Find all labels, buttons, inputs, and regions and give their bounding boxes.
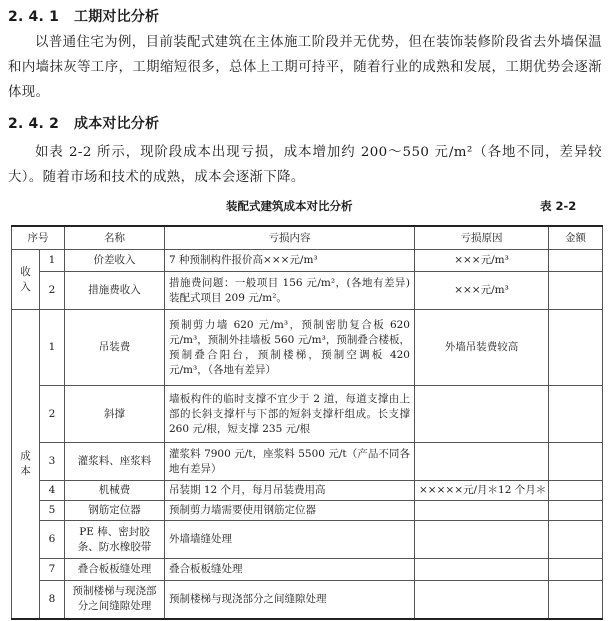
table-row [12,581,603,619]
row-content: 吊装期 12 个月，每月吊装费用高 [165,481,415,501]
section-title: 成本对比分析 [74,116,160,132]
row-amount [549,386,603,443]
section-paragraph-241: 以普通住宅为例，目前装配式建筑在主体施工阶段并无优势，但在装饰装修阶段省去外墙保温和内墙抹灰等工序，工期缩短很多，总体上工期可持平，随着行业的成熟和发展，工期优势会逐渐体现。 [8,35,602,100]
cost-comparison-table [11,225,603,620]
row-name: 灌浆料、座浆料 [65,443,165,481]
row-number: 1 [40,310,65,386]
table-row [12,501,603,521]
row-amount [549,481,603,501]
row-name: 斜撑 [65,386,165,443]
row-content: 预制剪力墙 620 元/m³，预制密肋复合板 620 元/m³，预制外挂墙板 560 元/m³，预制叠合楼板，预制叠合阳台，预制楼梯，预制空调板 420 元/m³，（各地有差异） [165,310,415,386]
row-reason [415,501,549,521]
row-number: 2 [40,272,65,310]
row-name: 机械费 [65,481,165,501]
table-caption-id: 表 2-2 [540,199,577,213]
header-cell: 亏损内容 [165,226,415,250]
table-row [12,559,603,581]
table-row [12,310,603,386]
row-name: 叠合板板缝处理 [65,559,165,581]
row-amount [549,559,603,581]
table-row [12,481,603,501]
row-content: 外墙墙缝处理 [165,521,415,559]
header-cell: 亏损原因 [415,226,549,250]
row-amount [549,272,603,310]
row-reason [415,386,549,443]
row-number: 4 [40,481,65,501]
row-reason [415,581,549,619]
row-reason [415,521,549,559]
row-name: 价差收入 [65,250,165,272]
row-name: 吊装费 [65,310,165,386]
row-number: 2 [40,386,65,443]
header-cell: 序号 [12,226,65,250]
table-row [12,443,603,481]
table-row [12,250,603,272]
table-header-row [12,226,603,250]
row-amount [549,581,603,619]
row-number: 8 [40,581,65,619]
header-cell: 名称 [65,226,165,250]
row-number: 3 [40,443,65,481]
row-reason: ×××××元/月＊12 个月＊ [415,481,549,501]
row-number: 5 [40,501,65,521]
group-cell: 成本 [12,310,40,619]
row-content: 措施费问题：一般项目 156 元/m²，(各地有差异) 装配式项目 209 元/m²。 [165,272,415,310]
group-cell: 收入 [12,250,40,310]
row-content: 墙板构件的临时支撑不宜少于 2 道，每道支撑由上部的长斜支撑杆与下部的短斜支撑杆组成。长支撑 260 元/根，短支撑 235 元/根 [165,386,415,443]
row-name: 措施费收入 [65,272,165,310]
row-number: 6 [40,521,65,559]
section-title: 工期对比分析 [74,9,160,25]
row-number: 1 [40,250,65,272]
row-reason [415,443,549,481]
row-name: 钢筋定位器 [65,501,165,521]
row-amount [549,501,603,521]
section-number: 2. 4. 2 [8,116,60,132]
row-content: 预制剪力墙需要使用钢筋定位器 [165,501,415,521]
row-reason: ×××元/m³ [415,250,549,272]
row-reason [415,559,549,581]
section-heading-241 [8,6,159,26]
header-cell: 金额 [549,226,603,250]
table-row [12,386,603,443]
row-amount [549,443,603,481]
row-name: 预制楼梯与现浇部分之间缝隙处理 [65,581,165,619]
table-row [12,521,603,559]
row-name: PE 棒、密封胶条、防水橡胶带 [65,521,165,559]
row-reason: 外墙吊装费较高 [415,310,549,386]
table-row [12,272,603,310]
section-number: 2. 4. 1 [8,9,60,25]
section-paragraph-242: 如表 2-2 所示，现阶段成本出现亏损，成本增加约 200～550 元/m²（各地不同，差异较大）。随着市场和技术的成熟，成本会逐渐下降。 [8,145,602,185]
row-content: 灌浆料 7900 元/t，座浆料 5500 元/t（产品不同各地有差异） [165,443,415,481]
section-heading-242 [8,113,159,133]
row-reason: ×××元/m³ [415,272,549,310]
row-amount [549,310,603,386]
row-content: 7 种预制构件报价高×××元/m³ [165,250,415,272]
row-number: 7 [40,559,65,581]
row-amount [549,250,603,272]
row-amount [549,521,603,559]
row-content: 叠合板板缝处理 [165,559,415,581]
table-caption: 装配式建筑成本对比分析 [226,199,353,213]
row-content: 预制楼梯与现浇部分之间缝隙处理 [165,581,415,619]
